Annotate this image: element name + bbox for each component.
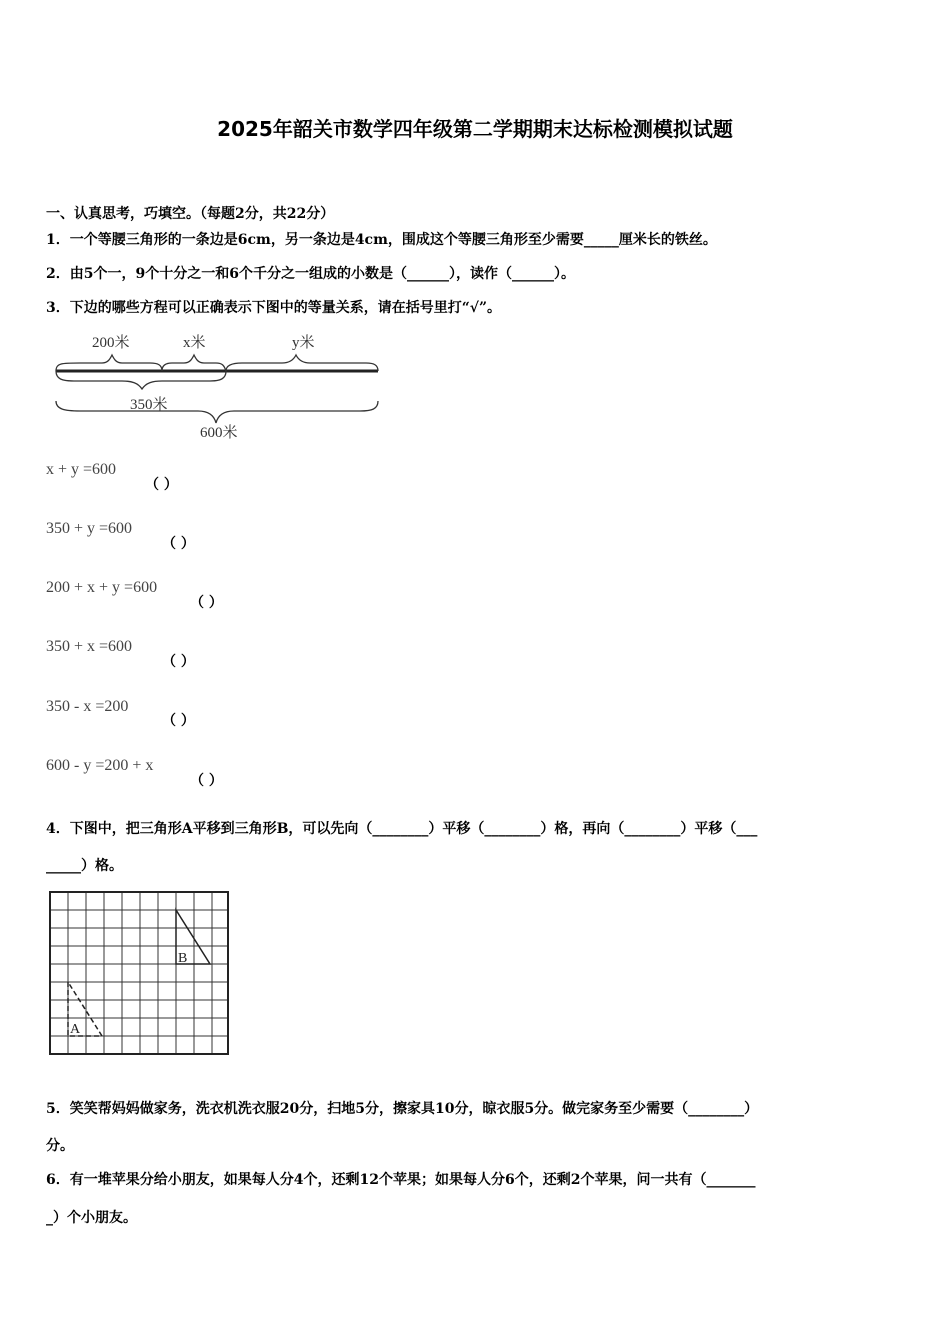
label-a: A bbox=[70, 1022, 81, 1037]
equation-3: 200 + x + y =600 bbox=[46, 579, 158, 596]
question-6-line1: 6．有一堆苹果分给小朋友，如果每人分4个，还剩12个苹果；如果每人分6个，还剩2个苹果，问一共有（_______ bbox=[46, 1172, 756, 1188]
equation-6: 600 - y =200 + x bbox=[46, 757, 154, 774]
question-5-line1: 5．笑笑帮妈妈做家务，洗衣机洗衣服20分，扫地5分，擦家具10分，晾衣服5分。做完家务至少需要（________） bbox=[46, 1101, 759, 1117]
question-4-line1: 4．下图中，把三角形A平移到三角形B，可以先向（________）平移（________）格，再向（________）平移（___ bbox=[46, 821, 758, 837]
label-600: 600米 bbox=[200, 425, 238, 441]
question-2: 2．由5个一，9个十分之一和6个千分之一组成的小数是（______），读作（______）。 bbox=[46, 266, 575, 282]
label-b: B bbox=[178, 951, 188, 966]
question-3: 3．下边的哪些方程可以正确表示下图中的等量关系，请在括号里打“√”。 bbox=[46, 300, 502, 316]
question-4-line2: _____）格。 bbox=[46, 858, 123, 874]
equation-5: 350 - x =200 bbox=[46, 698, 129, 715]
question-5-line2: 分。 bbox=[46, 1138, 74, 1154]
label-x: x米 bbox=[183, 335, 206, 351]
answer-bracket-3[interactable]: （ ） bbox=[190, 595, 223, 611]
equation-2: 350 + y =600 bbox=[46, 520, 133, 537]
page-title: 2025年韶关市数学四年级第二学期期末达标检测模拟试题 bbox=[217, 117, 733, 141]
question-6-line2: _）个小朋友。 bbox=[46, 1210, 137, 1226]
question-1: 1．一个等腰三角形的一条边是6cm，另一条边是4cm，围成这个等腰三角形至少需要_____厘米长的铁丝。 bbox=[46, 232, 717, 248]
label-y: y米 bbox=[292, 335, 315, 351]
brace-y bbox=[226, 355, 378, 371]
brace-350 bbox=[56, 371, 226, 389]
answer-bracket-1[interactable]: （ ） bbox=[145, 477, 178, 493]
answer-bracket-2[interactable]: （ ） bbox=[162, 536, 195, 552]
label-350: 350米 bbox=[130, 397, 168, 413]
segment-diagram bbox=[50, 325, 390, 445]
brace-200 bbox=[56, 355, 162, 371]
answer-bracket-5[interactable]: （ ） bbox=[162, 713, 195, 729]
answer-bracket-4[interactable]: （ ） bbox=[162, 654, 195, 670]
answer-bracket-6[interactable]: （ ） bbox=[190, 773, 223, 789]
label-200: 200米 bbox=[92, 335, 130, 351]
equation-1: x + y =600 bbox=[46, 461, 117, 478]
section-heading: 一、认真思考，巧填空。（每题2分，共22分） bbox=[46, 206, 335, 222]
brace-x bbox=[162, 355, 226, 371]
translation-grid bbox=[48, 890, 232, 1058]
equation-4: 350 + x =600 bbox=[46, 638, 133, 655]
brace-600 bbox=[56, 401, 378, 423]
